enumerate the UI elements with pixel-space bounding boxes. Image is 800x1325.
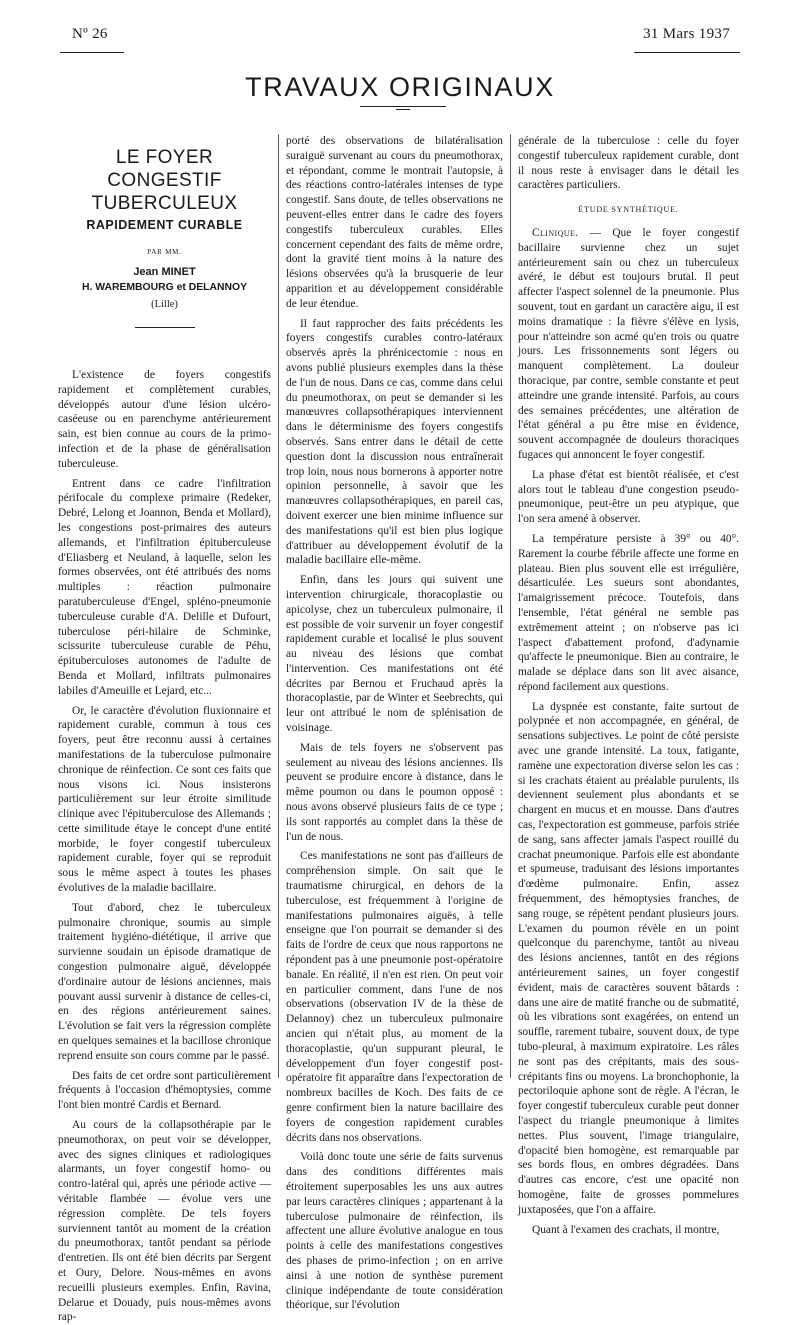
paragraph: Enfin, dans les jours qui suivent une intervention chirurgicale, thoracoplastie ou apicolyse, chez un tuberculeux pulmonaire, il est possible de voir survenir un foyer congestif rapidement curable et localisé le plus souvent au niveau des lésions que combat l'intervention. Ces manifestations ont été décrites par Bernou et Fruchaud après la thoracoplastie, par de Winter et Seebrechts, qui leur ont attribué le nom de splénisation de voisinage.	[286, 574, 503, 735]
article-title-line1: LE FOYER CONGESTIF	[107, 147, 222, 191]
column-3	[518, 134, 739, 1237]
paragraph: Tout d'abord, chez le tuberculeux pulmonaire chronique, soumis au simple traitement hygiéno-diététique, il arrive que survienne soudain un épisode dramatique de congestion pulmonaire aiguë, développée d'ordinaire autour de lésions anciennes, mais pouvant aussi survenir à distance de celles-ci, en des régions antérieurement saines. L'évolution se fait vers la régression complète en quelques semaines et la bacillose chronique reprend ensuite son cours comme par le passé.	[58, 901, 271, 1062]
header-rule-left	[60, 52, 124, 53]
authors-prefix: PAR MM.	[147, 247, 182, 256]
paragraph: Mais de tels foyers ne s'observent pas seulement au niveau des lésions anciennes. Ils peuvent se produire encore à distance, dans le même poumon ou dans le poumon opposé : nous avons observé plusieurs faits de ce type ; ils sont rapportés au complet dans la thèse de l'un de nous.	[286, 741, 503, 843]
paragraph-clinique	[518, 226, 739, 463]
section-title: TRAVAUX ORIGINAUX	[245, 72, 555, 102]
header-rule-right	[634, 52, 740, 53]
paragraph: porté des observations de bilatéralisation suraiguë survenant au cours du pneumothorax, et répondant, comme le montrait l'autopsie, à des réactions contro-latérales intenses de type congestif. Sans doute, de telles observations ne peuvent-elles entrer dans le cadre des foyers congestifs tuberculeux curables. Elles concernent cependant des faits de même ordre, dont la gravité tient moins à la nature des lésions observées qu'à la brusquerie de leur apparition et au développement considérable de leur étendue.	[286, 135, 503, 310]
paragraph: Quant à l'examen des crachats, il montre,	[532, 1223, 720, 1236]
paragraph: Au cours de la collapsothérapie par le pneumothorax, on peut voir se développer, avec des signes cliniques et radiologiques alarmants, un foyer congestif homo- ou contro-latéral qui, après une période active — véritable flambée — évolue vers une régression complète. De tels foyers surviennent tantôt au moment de la création du pneumothorax, tantôt pendant sa période d'entretien. Ils ont été bien décrits par Sergent et Oury, Delore. Nous-mêmes en avons recueilli plusieurs exemples. Enfin, Ravina, Delarue et Douady, puis nous-mêmes avons rap-	[58, 1119, 271, 1324]
paragraph: Voilà donc toute une série de faits survenus dans des conditions différentes mais étroitement superposables les uns aux autres par leurs caractères cliniques ; appartenant à la tuberculose pulmonaire de réinfection, ils affectent une allure évolutive analogue en tous points à celle des manifestations congestives des phases de primo-infection ; on en arrive ainsi à une notion de synthèse purement clinique indépendante de toute considération théorique, sur l'évolution	[286, 1151, 503, 1312]
clinique-text: — Que le foyer congestif bacillaire survienne chez un sujet antérieurement sain ou chez un tuberculeux avéré, le début est toujours brutal. Il peut affecter l'aspect solennel de la pneumonie. Plus souvent, tout en gardant un caractère aigu, il est moins dramatique : la fièvre s'élève en lysis, pour n'atteindre son acmé qu'en trois ou quatre jours. Les frissonnements sont légers ou manquent complètement. La douleur thoracique, par contre, semble constante et peut atteindre une grande intensité. Parfois, au cours des semaines précédentes, une altération de l'état général a pu être mise en évidence, souvent accompagnée de douleurs thoraciques fugaces qui annoncent le foyer congestif.	[518, 226, 739, 461]
article-title-line2: TUBERCULEUX	[91, 193, 238, 214]
paragraph: Il faut rapprocher des faits précédents les foyers congestifs curables contro-latéraux observés après la phrénicectomie : nous en avons publié plusieurs exemples dans la thèse de l'un de nous. Dans ce cas, comme dans celui du pneumothorax, on peut se demander si les manœuvres collapsothérapiques interviennent dans le déterminisme des foyers congestifs observés. Sans entrer dans le détail de cette question dont la discussion nous entraînerait trop loin, nous nous bornerons à apporter notre opinion personnelle, à savoir que les manœuvres collapsothérapiques, en pareil cas, doivent exercer une bien minime influence sur des manifestations qu'il est bien plus logique d'attribuer au développement évolutif de la maladie bacillaire elle-même.	[286, 317, 503, 567]
authors-place: (Lille)	[151, 299, 178, 311]
paragraph: L'existence de foyers congestifs rapidement et complètement curables, développés autour d'une lésion ulcéro-caséeuse ou en parenchyme antérieurement sain, est bien connue au cours de la primo-infection et de la phase de généralisation tuberculeuse.	[58, 368, 271, 470]
column-1	[58, 134, 271, 1325]
issue-date: 31 Mars 1937	[643, 26, 730, 42]
column-divider-1	[278, 134, 279, 1078]
subsection-heading: ÉTUDE SYNTHÉTIQUE.	[578, 205, 679, 215]
paragraph: Ces manifestations ne sont pas d'ailleurs de compréhension simple. On sait que le traumatisme chirurgical, en dehors de la tuberculose, est fréquemment à l'origine de manifestations pulmonaires aiguës, à telle enseigne que l'on pourrait se demander si des faits de l'ordre de ceux que nous rapportons ne répondent pas à une pneumonie post-opératoire banale. En réalité, il n'en est rien. On peut voir en particulier comment, dans l'une de nos observations (observation IV de la thèse de Delannoy) chez un tuberculeux pulmonaire ancien qui n'était plus, au moment de la thoracoplastie, qu'un suppurant pleural, le développement d'un foyer congestif post-opératoire fit apparaître dans l'expectoration de nombreux bacilles de Koch. Des faits de ce genre confirment bien la nature bacillaire des foyers de congestion rapidement curables décrits dans nos observations.	[286, 850, 503, 1144]
section-rule	[360, 106, 446, 107]
paragraph: La dyspnée est constante, faite surtout de polypnée et non accompagnée, en général, de sensations subjectives. Le point de côté persiste avec une grande intensité. La toux, fatigante, ramène une expectoration diverse selon les cas : si les crachats étaient au préalable purulents, ils deviennent seulement plus abondants et se chargent en mucus et en mousse. Dans d'autres cas, l'expectoration est gommeuse, parfois striée de sang, sans affecter jamais l'aspect rouillé du crachat pneumonique. Parfois elle est abondante et spumeuse, traduisant des lésions importantes d'œdème pulmonaire. Enfin, assez fréquemment, des hémoptysies franches, de sang rouge, se répètent pendant plusieurs jours. L'examen du poumon révèle en un point quelconque du parenchyme, tantôt au niveau des lésions anciennes, tantôt en des régions antérieurement saines, un foyer congestif évident, mais de caractères souvent bâtards : dans une aire de matité franche ou de submatité, où les vibrations sont exagérées, on entend un souffle, rarement tubaire, souvent doux, de type tubo-pleural, à maximum expiratoire. Les râles ne sont pas des crépitants, mais des sous-crépitants fins ou moyens. La bronchophonie, la pectoriloquie aphone sont de règle. A l'écran, le foyer congestif tuberculeux curable peut donner l'aspect du triangle pneumonique à limites nettes. Plus souvent, l'image triangulaire, d'opacité bien homogène, est remarquable par ses bords flous, en ombres dégradées. Dans d'autres cas encore, c'est une opacité non homogène, faite de grosses pommelures juxtaposées, que l'on a affaire.	[518, 700, 739, 1216]
paragraph: Or, le caractère d'évolution fluxionnaire et rapidement curable, commun à tous ces foyers, peut être reconnu aussi à certaines manifestations de la tuberculose pulmonaire chronique de réinfection. Ce sont ces faits que nous visons ici. Nous insisterons particulièrement sur leur étroite similitude clinique avec l'épituberculose des Allemands ; cette similitude étaye le concept d'une entité morbide, le foyer congestif tuberculeux rapidement curable, foyer qui se reproduit sous le même aspect à toutes les phases évolutives de la maladie bacillaire.	[58, 704, 271, 895]
clinique-label: Clinique.	[532, 226, 579, 239]
paragraph: Des faits de cet ordre sont particulièrement fréquents à l'occasion d'hémoptysies, comme l'ont bien montré Cardis et Bernard.	[58, 1069, 271, 1112]
column-2	[286, 134, 503, 1313]
article-subtitle: RAPIDEMENT CURABLE	[86, 218, 243, 232]
paragraph: La température persiste à 39° ou 40°. Rarement la courbe fébrile affecte une forme en plateau. Bien plus souvent elle est irrégulière, désarticulée. Les sueurs sont abondantes, l'amaigrissement précoce. Toutefois, dans l'ensemble, l'état général ne semble pas extrêmement atteint ; on n'observe pas ici l'aspect d'abattement profond, d'adynamie qu'affecte le pneumonique. Bien au contraire, le malade se déplace dans son lit avec aisance, répond facilement aux questions.	[518, 532, 739, 693]
column-divider-2	[510, 134, 511, 1078]
paragraph: Entrent dans ce cadre l'infiltration périfocale du complexe primaire (Redeker, Debré, Lelong et Joannon, Benda et Mollard), les congestions post-primaires des auteurs allemands, et l'infiltration épituberculeuse d'Eliasberg et Neuland, à laquelle, selon les formes observées, ont été attribués des noms multiples : réaction pulmonaire paratuberculeuse d'Engel, spléno-pneumonie tuberculeuse curable d'A. Delille et Dufourt, tuberculose péri-hilaire de Schminke, scissurite tuberculeuse curable de Péhu, épituberculoses autonomes de l'adulte de Benda et Mollard, infiltrats pulmonaires labiles d'Ameuille et Lejard, etc...	[58, 477, 271, 697]
author-2: H. WAREMBOURG et DELANNOY	[81, 282, 248, 294]
title-rule	[135, 327, 195, 328]
paragraph: générale de la tuberculose : celle du foyer congestif tuberculeux rapidement curable, dont il nous reste à envisager dans le détail les caractères particuliers.	[518, 135, 739, 192]
issue-number: Nº 26	[72, 26, 108, 42]
author-1: Jean MINET	[133, 265, 196, 278]
paragraph: La phase d'état est bientôt réalisée, et c'est alors tout le tableau d'une congestion pseudo-pneumonique, peut-être un peu atypique, que l'on sera amené à observer.	[518, 468, 739, 526]
